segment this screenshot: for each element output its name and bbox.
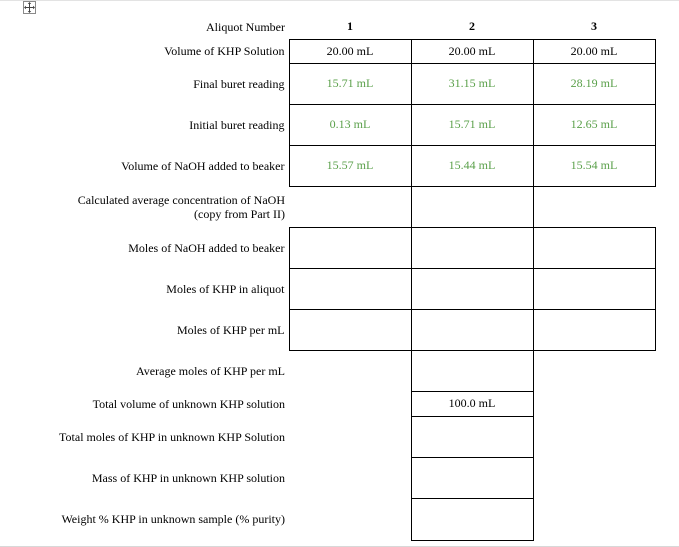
khp-volume-cell-3[interactable]: 20.00 mL xyxy=(533,39,655,63)
moles-khp-per-ml-cell-1[interactable] xyxy=(289,309,411,350)
khp-volume-cell-1[interactable]: 20.00 mL xyxy=(289,39,411,63)
naoh-volume-cell-1[interactable]: 15.57 mL xyxy=(289,145,411,186)
naoh-volume-cell-3[interactable]: 15.54 mL xyxy=(533,145,655,186)
table-row-naoh-volume xyxy=(8,145,655,186)
initial-buret-cell-2[interactable]: 15.71 mL xyxy=(411,104,533,145)
moles-khp-aliquot-cell-2[interactable] xyxy=(411,268,533,309)
row-label-final-buret: Final buret reading xyxy=(193,76,285,91)
avg-concentration-label-line2: (copy from Part II) xyxy=(194,206,285,221)
mass-khp-cell[interactable] xyxy=(411,457,533,498)
row-label-weight-percent: Weight % KHP in unknown sample (% purity) xyxy=(61,512,285,526)
initial-buret-cell-1[interactable]: 0.13 mL xyxy=(289,104,411,145)
table-row-moles-khp-per-ml xyxy=(8,309,655,350)
final-buret-cell-2[interactable]: 31.15 mL xyxy=(411,63,533,104)
row-label-avg-moles-khp: Average moles of KHP per mL xyxy=(136,363,285,378)
final-buret-cell-1[interactable]: 15.71 mL xyxy=(289,63,411,104)
avg-moles-khp-cell[interactable] xyxy=(411,350,533,391)
row-label-total-volume: Total volume of unknown KHP solution xyxy=(92,396,285,411)
moles-khp-per-ml-cell-2[interactable] xyxy=(411,309,533,350)
table-row-total-volume xyxy=(8,391,655,416)
table-row-mass-khp xyxy=(8,457,655,498)
row-label-moles-naoh: Moles of NaOH added to beaker xyxy=(128,240,285,255)
initial-buret-cell-3[interactable]: 12.65 mL xyxy=(533,104,655,145)
aliquot-col-1-header: 1 xyxy=(347,19,353,34)
khp-volume-cell-2[interactable]: 20.00 mL xyxy=(411,39,533,63)
table-move-handle[interactable] xyxy=(23,1,36,14)
table-header-row xyxy=(8,15,655,39)
table-row-weight-percent xyxy=(8,498,655,540)
row-label-khp-volume: Volume of KHP Solution xyxy=(164,44,285,58)
table-row-khp-volume xyxy=(8,39,655,63)
table-row-initial-buret xyxy=(8,104,655,145)
total-volume-cell[interactable]: 100.0 mL xyxy=(411,391,533,416)
avg-concentration-cell[interactable] xyxy=(411,186,533,227)
moles-naoh-cell-3[interactable] xyxy=(533,227,655,268)
moles-khp-aliquot-cell-3[interactable] xyxy=(533,268,655,309)
naoh-volume-cell-2[interactable]: 15.44 mL xyxy=(411,145,533,186)
table-row-total-moles xyxy=(8,416,655,457)
avg-concentration-label-line1: Calculated average concentration of NaOH xyxy=(77,192,285,207)
moles-khp-per-ml-cell-3[interactable] xyxy=(533,309,655,350)
row-label-initial-buret: Initial buret reading xyxy=(189,117,285,132)
moles-naoh-cell-2[interactable] xyxy=(411,227,533,268)
avg-concentration-spacer-right xyxy=(533,186,655,227)
total-moles-cell[interactable] xyxy=(411,416,533,457)
table-row-final-buret xyxy=(8,63,655,104)
weight-percent-cell[interactable] xyxy=(411,498,533,540)
table-row-moles-khp-aliquot xyxy=(8,268,655,309)
table-row-avg-concentration xyxy=(8,186,655,227)
moles-khp-aliquot-cell-1[interactable] xyxy=(289,268,411,309)
row-label-moles-khp-per-ml: Moles of KHP per mL xyxy=(176,322,285,337)
avg-concentration-spacer xyxy=(289,186,411,227)
table-row-avg-moles-khp xyxy=(8,350,655,391)
aliquot-col-2-header: 2 xyxy=(469,19,475,34)
row-label-total-moles: Total moles of KHP in unknown KHP Solution xyxy=(59,429,285,444)
aliquot-data-table xyxy=(8,15,656,541)
final-buret-cell-3[interactable]: 28.19 mL xyxy=(533,63,655,104)
aliquot-number-label: Aliquot Number xyxy=(206,20,285,34)
table-row-moles-naoh xyxy=(8,227,655,268)
row-label-naoh-volume: Volume of NaOH added to beaker xyxy=(121,158,285,173)
move-arrows-icon xyxy=(24,2,35,13)
aliquot-col-3-header: 3 xyxy=(591,19,597,34)
row-label-avg-concentration xyxy=(8,186,289,227)
row-label-moles-khp-aliquot: Moles of KHP in aliquot xyxy=(166,281,285,296)
moles-naoh-cell-1[interactable] xyxy=(289,227,411,268)
row-label-mass-khp: Mass of KHP in unknown KHP solution xyxy=(91,470,285,485)
